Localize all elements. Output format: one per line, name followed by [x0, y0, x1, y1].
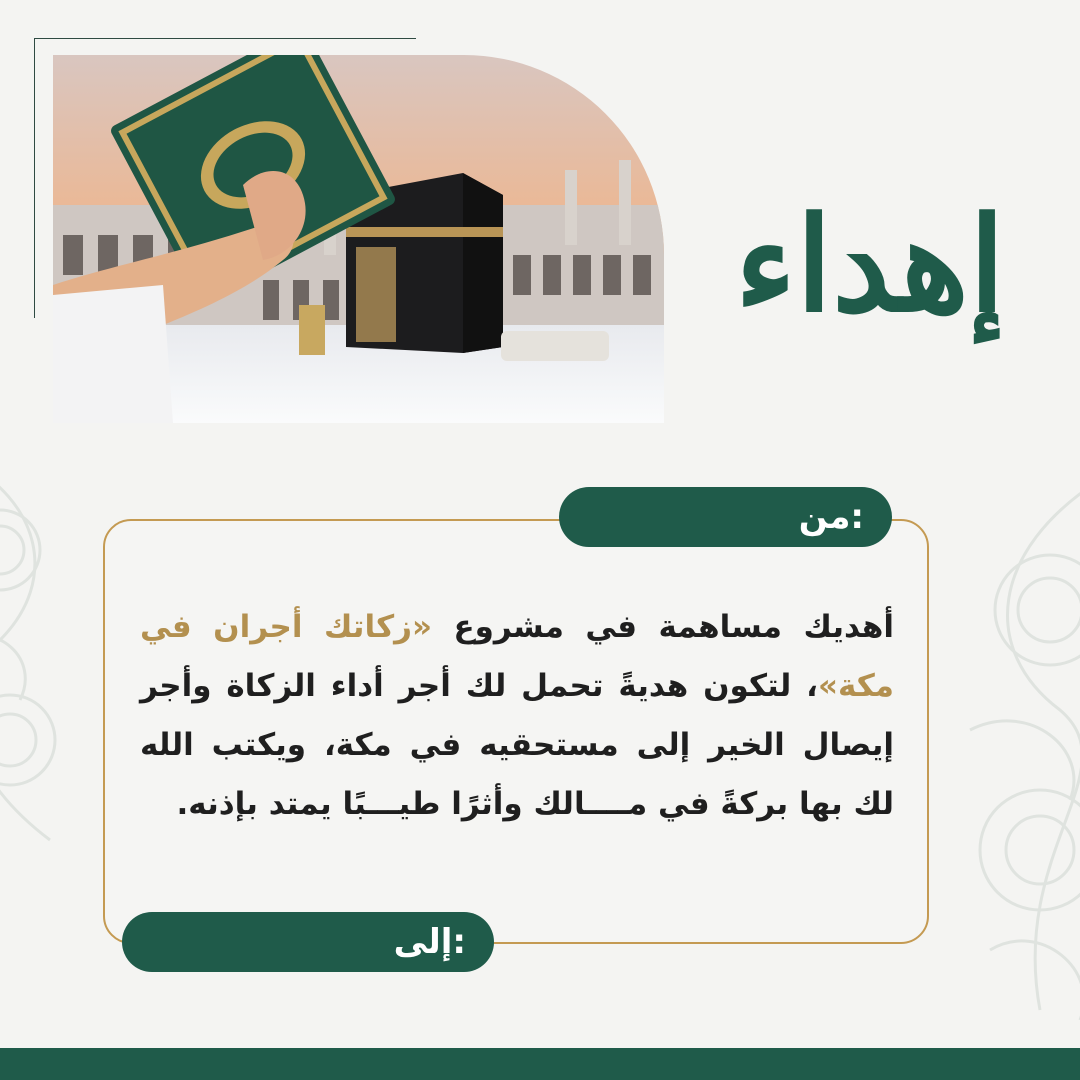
- to-field[interactable]: [122, 912, 494, 972]
- message-part1: أهديك مساهمة في مشروع: [431, 609, 894, 645]
- arabesque-ornament-right: [950, 470, 1080, 1030]
- kaaba-quran-photo: [53, 55, 664, 423]
- footer-bar: [0, 1048, 1080, 1080]
- page-title: إهداء: [734, 188, 1006, 341]
- title-calligraphy: [690, 150, 1050, 360]
- project-name: «زكاتك أجران في مكة»: [140, 609, 894, 704]
- from-label: من:: [798, 497, 864, 537]
- message-part2: ، لتكون هديةً تحمل لك أجر أداء الزكاة وأجر إيصال الخير إلى مستحقيه في مكة، ويكتب الله لك بها بركةً في مــــالك وأثرًا طيـــبًا يمتد بإذنه.: [140, 668, 894, 822]
- to-label: إلى:: [393, 922, 466, 962]
- arabesque-ornament-left: [0, 440, 90, 860]
- from-field[interactable]: [559, 487, 892, 547]
- gift-message: [140, 598, 894, 834]
